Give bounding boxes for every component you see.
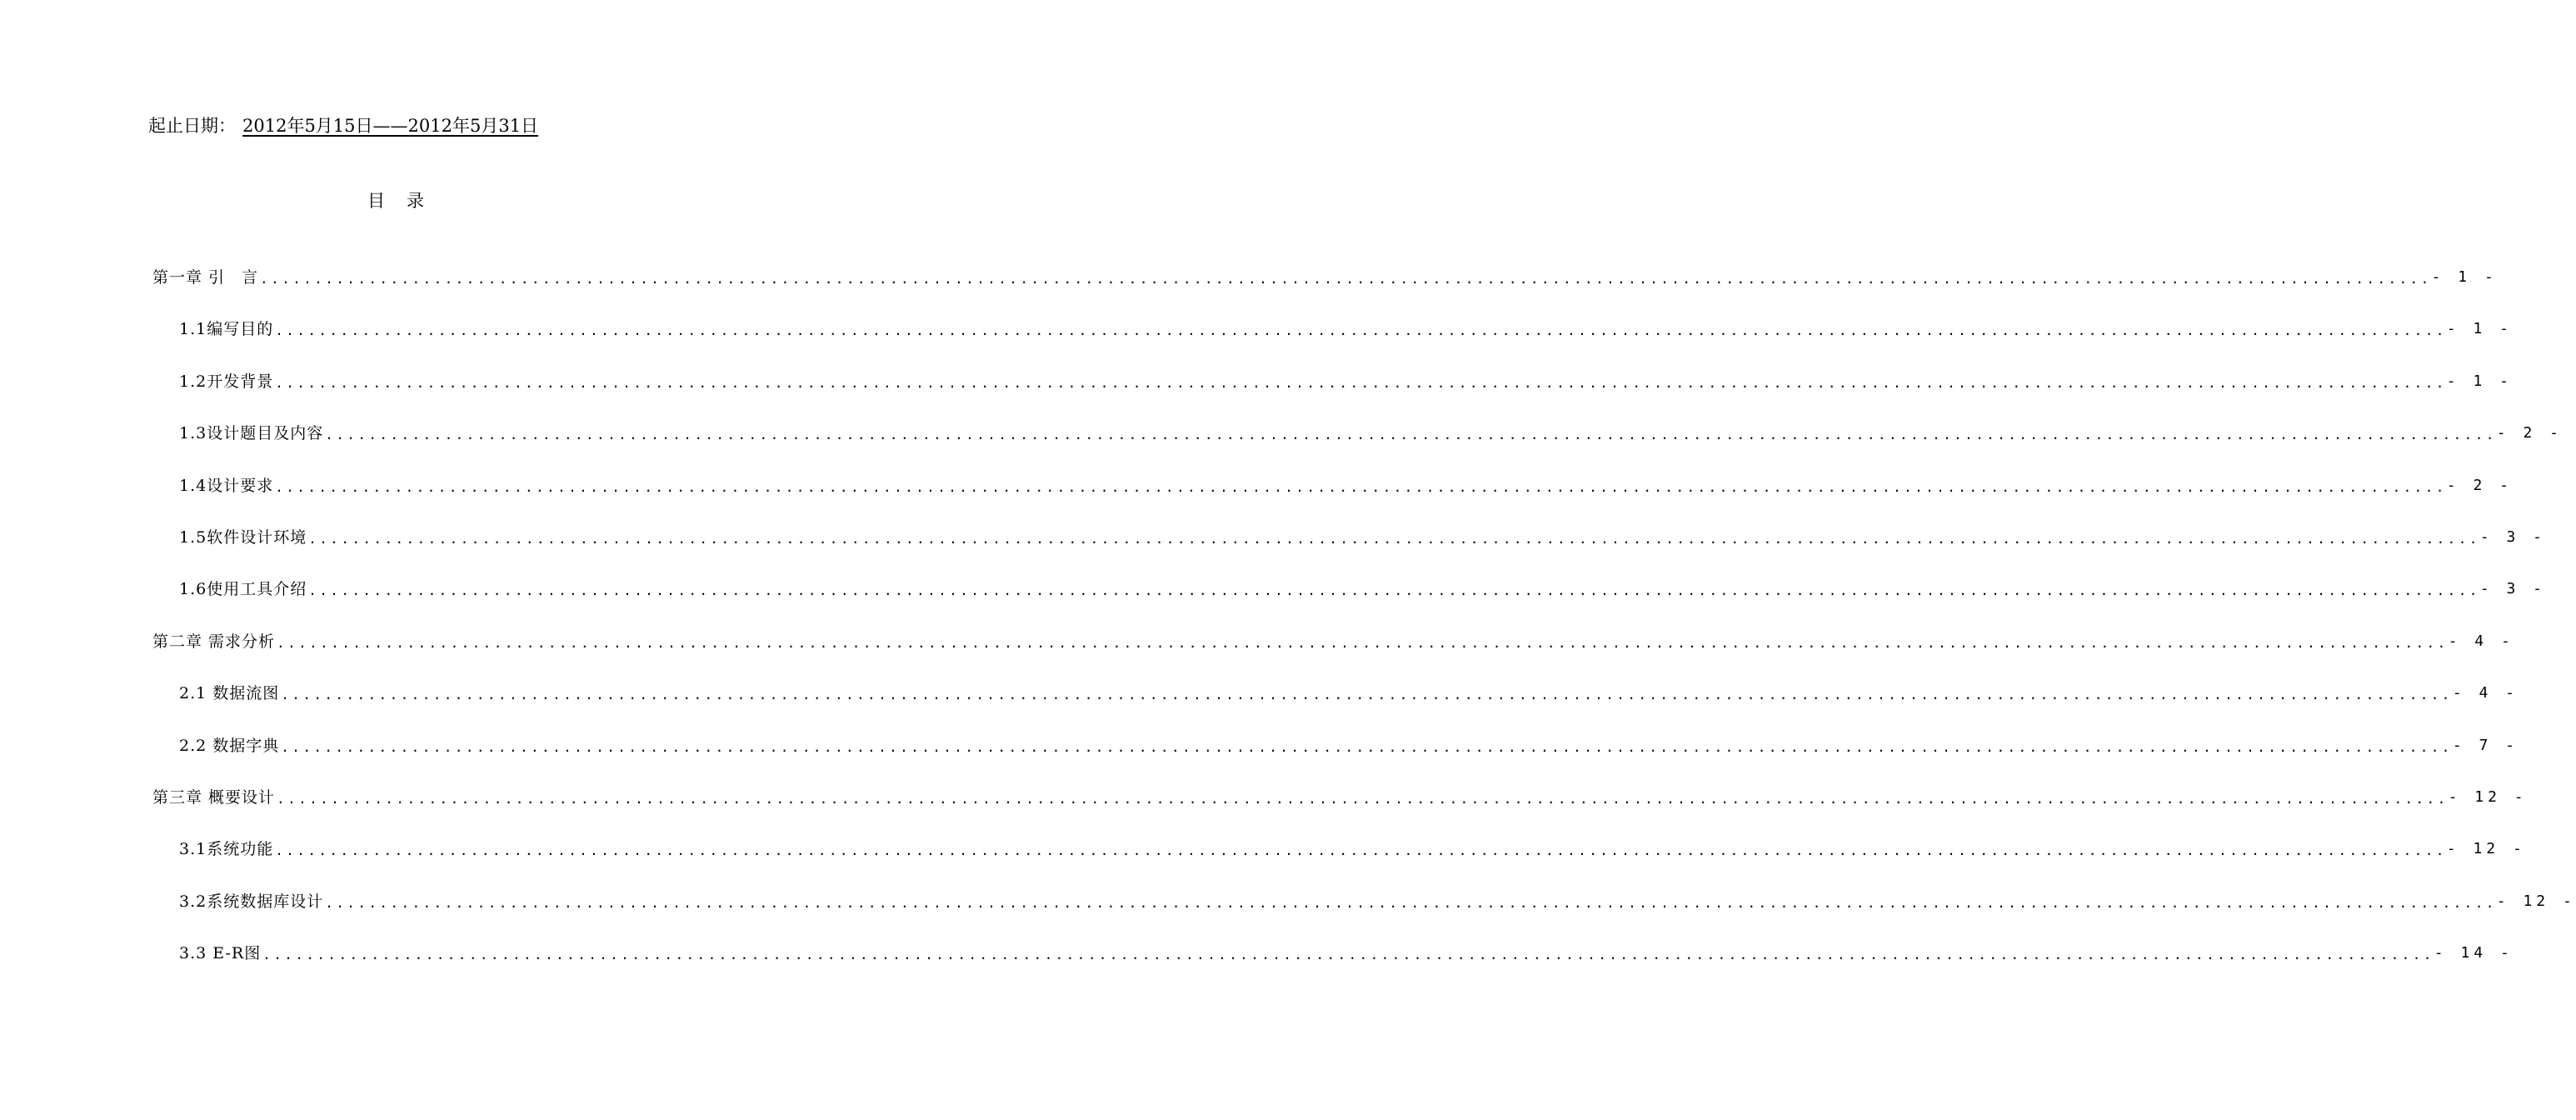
toc-entry-label: 3.1系统功能 [179, 840, 274, 859]
toc-title: 目录 [367, 191, 446, 211]
toc-leader-dots: ........................................................................................................................................................................................................ [275, 322, 2447, 339]
toc-entry[interactable] [179, 573, 2546, 602]
toc-leader-dots: ........................................................................................................................................................................................................ [277, 791, 2449, 807]
toc-entry[interactable] [179, 522, 2546, 550]
toc-entry[interactable] [179, 938, 2514, 966]
toc-entry[interactable] [179, 313, 2513, 342]
toc-entry-page-number: - 2 - [2496, 424, 2563, 442]
toc-entry[interactable] [152, 626, 2514, 654]
toc-entry-label: 2.1 数据流图 [179, 684, 280, 703]
toc-entry[interactable] [179, 366, 2513, 394]
toc-leader-dots: ........................................................................................................................................................................................................ [281, 687, 2453, 703]
toc-entry-page-number: - 12 - [2448, 788, 2528, 806]
toc-entry[interactable] [179, 418, 2563, 446]
toc-entry-label: 1.2开发背景 [179, 372, 274, 391]
toc-entry-label: 1.5软件设计环境 [179, 528, 307, 547]
date-range-label: 起止日期： [148, 116, 236, 136]
toc-entry[interactable] [179, 886, 2576, 914]
toc-entry-page-number: - 12 - [2446, 840, 2526, 858]
toc-leader-dots: ........................................................................................................................................................................................................ [308, 582, 2480, 599]
toc-entry-page-number: - 3 - [2479, 528, 2546, 546]
toc-entry[interactable] [152, 782, 2528, 810]
toc-leader-dots: ........................................................................................................................................................................................................ [260, 271, 2432, 287]
toc-entry-page-number: - 7 - [2452, 736, 2519, 754]
toc-leader-dots: ........................................................................................................................................................................................................ [275, 478, 2447, 495]
toc-entry-page-number: - 12 - [2496, 892, 2576, 910]
toc-leader-dots: ........................................................................................................................................................................................................ [325, 894, 2497, 911]
toc-leader-dots: ........................................................................................................................................................................................................ [275, 842, 2447, 859]
toc-leader-dots: ........................................................................................................................................................................................................ [308, 531, 2480, 547]
toc-entry-label: 1.6使用工具介绍 [179, 580, 307, 599]
toc-entry-page-number: - 3 - [2479, 580, 2546, 598]
toc-entry-label: 3.3 E-R图 [179, 944, 262, 963]
toc-entry-label: 第一章 引 言 [152, 268, 259, 287]
toc-entry[interactable] [179, 730, 2519, 758]
date-range-value: 2012年5月15日——2012年5月31日 [242, 116, 539, 136]
toc-entry-page-number: - 2 - [2446, 476, 2513, 494]
toc-entry-label: 第三章 概要设计 [152, 788, 276, 807]
toc-entry-page-number: - 1 - [2431, 268, 2498, 286]
toc-leader-dots: ........................................................................................................................................................................................................ [325, 427, 2497, 443]
toc-entry-label: 1.1编写目的 [179, 320, 274, 339]
toc-entry-label: 1.3设计题目及内容 [179, 424, 324, 443]
toc-entry-label: 2.2 数据字典 [179, 736, 280, 755]
toc-entry[interactable] [152, 262, 2498, 290]
toc-entry-page-number: - 1 - [2446, 372, 2513, 390]
toc-leader-dots: ........................................................................................................................................................................................................ [281, 738, 2453, 755]
date-range-line [148, 113, 543, 138]
toc-entry-label: 第二章 需求分析 [152, 632, 276, 651]
toc-leader-dots: ........................................................................................................................................................................................................ [262, 947, 2434, 963]
toc-entry[interactable] [179, 470, 2513, 498]
toc-leader-dots: ........................................................................................................................................................................................................ [277, 634, 2449, 651]
toc-leader-dots: ........................................................................................................................................................................................................ [275, 374, 2447, 391]
toc-entry-page-number: - 4 - [2452, 684, 2519, 702]
toc-entry-page-number: - 4 - [2448, 632, 2514, 650]
toc-entry-page-number: - 1 - [2446, 320, 2513, 338]
toc-entry-label: 1.4设计要求 [179, 476, 274, 495]
toc-entry[interactable] [179, 678, 2519, 706]
toc-entry-label: 3.2系统数据库设计 [179, 892, 324, 911]
toc-entry-page-number: - 14 - [2434, 944, 2514, 962]
toc-entry[interactable] [179, 833, 2526, 862]
